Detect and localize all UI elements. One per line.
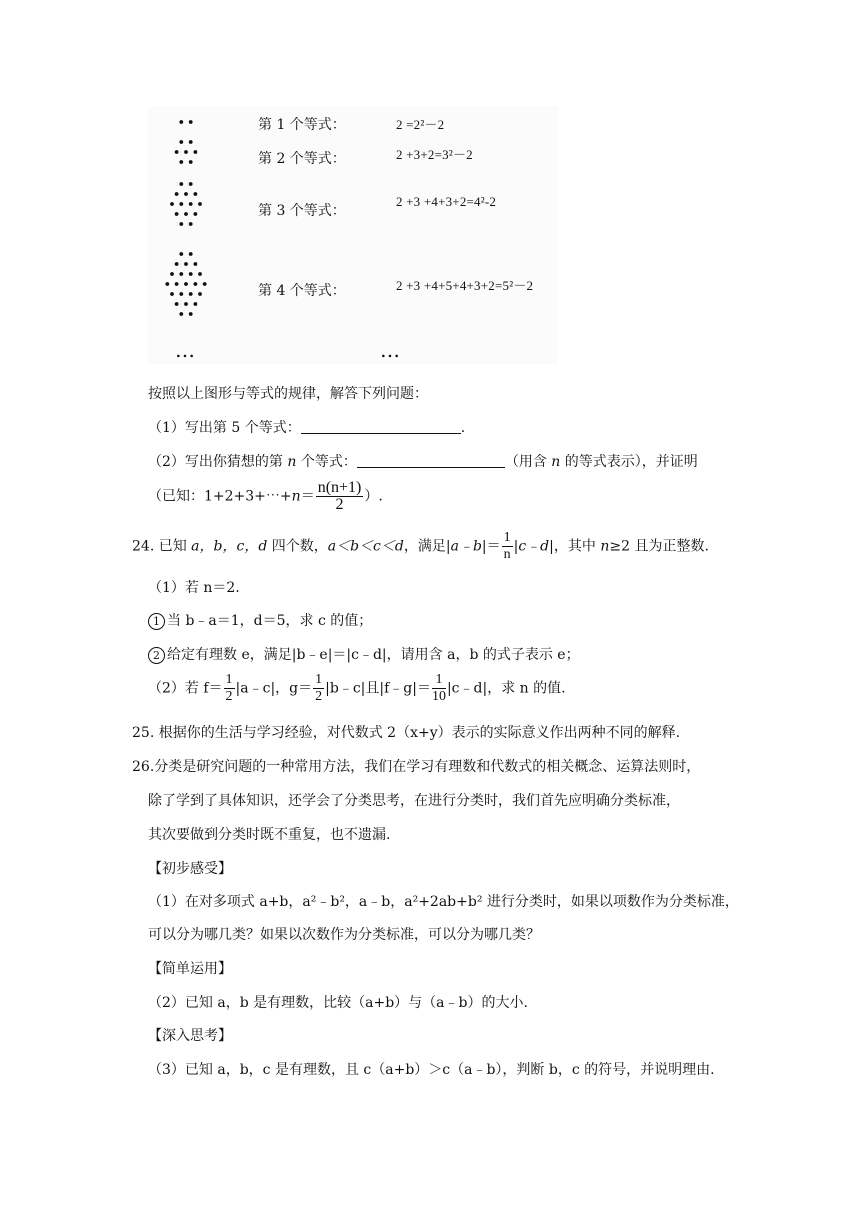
q26-part1-line1: （1）在对多项式 a+b，a²﹣b²，a﹣b，a²+2ab+b² 进行分类时，如果以项数作为分类标准， [148, 894, 739, 910]
q24-text-g: ≥2 且为正整数. [609, 538, 709, 555]
q23-part2-suffix-b: 的等式表示），并证明 [560, 454, 698, 470]
ellipsis-left: … [175, 338, 193, 362]
fraction-numerator: 1 [503, 530, 511, 545]
equation-3-expr: 2 +3 +4+3+2=4²-2 [396, 194, 497, 209]
q23-part1-prefix: （1）写出第 5 个等式： [148, 420, 301, 436]
pattern-4-dot [194, 282, 198, 286]
q23-given-fraction [316, 480, 364, 513]
fraction-numerator: 1 [432, 672, 446, 689]
q24-text-e: | [513, 538, 519, 555]
q23-given [148, 480, 383, 513]
q23-given-eq: ＝ [300, 488, 315, 505]
q25-number: 25. [132, 725, 155, 741]
q26-part3: （3）已知 a，b，c 是有理数，且 c（a+b）＞c（a﹣b），判断 b，c 的符号，并说明理由. [148, 1062, 715, 1078]
pattern-4-dot [189, 252, 193, 256]
q23-part2-prefix: （2）写出你猜想的第 [148, 454, 288, 470]
pattern-4-dot [184, 302, 188, 306]
q23-intro: 按照以上图形与等式的规律，解答下列问题： [148, 386, 428, 402]
q24-fraction [502, 530, 513, 563]
q24-part1a-text: 当 b﹣a＝1，d＝5，求 c 的值； [167, 613, 373, 629]
q26-part2: （2）已知 a，b 是有理数，比较（a+b）与（a﹣b）的大小. [148, 995, 528, 1011]
q24-abs1: a﹣b [450, 538, 482, 555]
q24-part2 [148, 672, 566, 705]
pattern-3-dot [170, 202, 174, 206]
fraction-g [313, 672, 324, 705]
dot-patterns [148, 106, 558, 364]
equation-2-label: 第 2 个等式： [258, 151, 346, 167]
q23-part2-n: n [287, 454, 297, 470]
circled-number-2: 2 [148, 647, 165, 664]
fraction-numerator: 1 [225, 672, 233, 687]
fraction-denominator: 10 [431, 689, 446, 704]
q23-part1-blank[interactable] [301, 419, 461, 434]
pattern-4-dot [198, 292, 202, 296]
fraction-denominator: 2 [315, 689, 323, 704]
q26-line2: 除了学到了具体知识，还学会了分类思考，在进行分类时，我们首先应明确分类标准， [148, 793, 680, 809]
q25-text: 根据你的生活与学习经验，对代数式 2（x+y）表示的实际意义作出两种不同的解释. [158, 725, 681, 741]
q23-given-suffix: ）. [364, 488, 383, 505]
q23-part2-suffix-n: n [551, 454, 561, 470]
q24-n-cond: n [600, 538, 610, 555]
pattern-4-dot [184, 262, 188, 266]
q24-text-d: |＝ [481, 538, 501, 555]
pattern-4-dot [203, 282, 207, 286]
pattern-3-dot [189, 202, 193, 206]
q23-given-n: n [291, 488, 301, 505]
pattern-1-dot [179, 120, 183, 124]
fraction-numerator: n(n+1) [317, 479, 362, 496]
equation-1-label: 第 1 个等式： [258, 117, 346, 133]
equation-1-expr: 2 =2²－2 [396, 117, 445, 132]
q23-part2 [148, 451, 698, 471]
pattern-4-dot [175, 262, 179, 266]
q26-line1-text: 分类是研究问题的一种常用方法，我们在学习有理数和代数式的相关概念、运算法则时， [154, 759, 701, 775]
pattern-4-dot [189, 292, 193, 296]
equation-4-label: 第 4 个等式： [258, 283, 346, 299]
pattern-4-dot [170, 292, 174, 296]
pattern-4-dot [179, 272, 183, 276]
q24-inequality: a＜b＜c＜d [327, 538, 404, 555]
pattern-2-dot [194, 150, 198, 154]
pattern-2-dot [179, 140, 183, 144]
q26-line3: 其次要做到分类时既不重复，也不遗漏. [148, 827, 391, 843]
q24-text-b: 四个数， [267, 538, 328, 555]
pattern-3-dot [194, 192, 198, 196]
q24-text-a: 已知 [158, 538, 192, 555]
pattern-4-dot [175, 282, 179, 286]
pattern-3-dot [189, 222, 193, 226]
pattern-2-dot [175, 150, 179, 154]
q26-heading-2: 【简单运用】 [148, 961, 232, 977]
q25 [132, 722, 680, 742]
pattern-2-dot [189, 160, 193, 164]
q24-abs2: c﹣d [518, 538, 550, 555]
ellipsis-right: … [380, 338, 398, 362]
pattern-4-dot [179, 292, 183, 296]
pattern-4-dot [165, 282, 169, 286]
q23-part2-blank[interactable] [357, 453, 505, 468]
q24-part1b [148, 644, 580, 664]
pattern-3-dot [175, 212, 179, 216]
fraction-numerator: 1 [315, 672, 323, 687]
pattern-2-dot [179, 160, 183, 164]
q26-number: 26. [132, 759, 155, 775]
pattern-4-dot [194, 262, 198, 266]
pattern-4-dot [184, 282, 188, 286]
pattern-4-dot [179, 252, 183, 256]
pattern-3-dot [175, 192, 179, 196]
pattern-3-dot [198, 202, 202, 206]
q24-text-c: ，满足| [403, 538, 451, 555]
fraction-denominator: 2 [335, 496, 344, 513]
q24-part2-d: |c﹣d|，求 n 的值. [446, 680, 566, 697]
pattern-3-dot [189, 182, 193, 186]
q23-part1 [148, 417, 465, 437]
q24-part1: （1）若 n＝2. [148, 580, 240, 596]
q23-given-prefix: （已知：1+2+3+⋯+ [148, 488, 292, 505]
fraction-denominator: n [503, 547, 511, 562]
q26-heading-1: 【初步感受】 [148, 861, 232, 877]
pattern-3-dot [184, 212, 188, 216]
fraction-f [224, 672, 235, 705]
pattern-3-dot [179, 202, 183, 206]
q24-part1a [148, 610, 372, 630]
circled-number-1: 1 [148, 613, 165, 630]
pattern-3-dot [184, 192, 188, 196]
fraction-tenth [432, 672, 446, 705]
equation-2-expr: 2 +3+2=3²－2 [396, 147, 473, 162]
q24-part2-a: （2）若 f＝ [148, 680, 223, 697]
pattern-2-dot [189, 140, 193, 144]
q23-part2-suffix-a: （用含 [504, 454, 552, 470]
fraction-denominator: 2 [225, 689, 233, 704]
pattern-3-dot [179, 222, 183, 226]
q24-part2-b: |a﹣c|，g＝ [235, 680, 313, 697]
q24-part1b-text: 给定有理数 e，满足|b﹣e|＝|c﹣d|，请用含 a，b 的式子表示 e； [167, 647, 580, 663]
q24-number: 24. [132, 538, 155, 555]
pattern-figure [148, 106, 558, 364]
pattern-4-dot [189, 312, 193, 316]
pattern-1-dot [189, 120, 193, 124]
pattern-2-dot [184, 150, 188, 154]
pattern-4-dot [179, 312, 183, 316]
pattern-4-dot [198, 272, 202, 276]
q24-text-f: |，其中 [549, 538, 601, 555]
q26-heading-3: 【深入思考】 [148, 1028, 232, 1044]
pattern-3-dot [194, 212, 198, 216]
q24-part2-c: |b﹣c|且|f﹣g|＝ [325, 680, 431, 697]
q24-vars: a，b，c，d [191, 538, 268, 555]
pattern-4-dot [170, 272, 174, 276]
pattern-4-dot [194, 302, 198, 306]
equation-3-label: 第 3 个等式： [258, 203, 346, 219]
q23-part1-suffix: . [460, 420, 466, 436]
equation-4-expr: 2 +3 +4+5+4+3+2=5²－2 [396, 278, 534, 293]
pattern-4-dot [175, 302, 179, 306]
q26-part1-line2: 可以分为哪几类？如果以次数作为分类标准，可以分为哪几类？ [148, 927, 540, 943]
pattern-3-dot [179, 182, 183, 186]
q23-part2-mid: 个等式： [296, 454, 357, 470]
q24-stem [132, 530, 709, 563]
q26-line1 [132, 756, 700, 776]
pattern-4-dot [189, 272, 193, 276]
